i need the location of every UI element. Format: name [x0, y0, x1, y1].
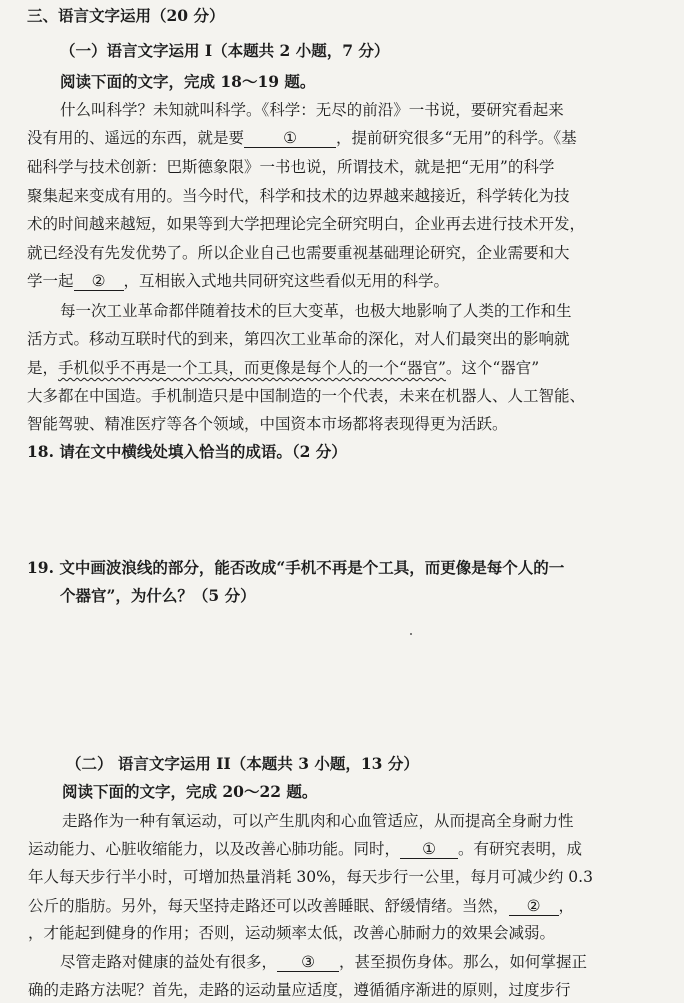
text-segment: 公斤的脂肪。另外，每天坚持走路还可以改善睡眠、舒缓情绪。当然，: [28, 897, 509, 915]
part2-instruction: 阅读下面的文字，完成 20～22 题。: [62, 782, 318, 801]
text-line: 活方式。移动互联时代的到来，第四次工业革命的深化，对人们最突出的影响就: [27, 330, 570, 348]
blank-1: ①: [244, 129, 336, 148]
part1-title: （一）语言文字运用 I（本题共 2 小题，7 分）: [60, 41, 390, 60]
section-heading: 三、语言文字运用（20 分）: [27, 6, 225, 25]
blank-2: ②: [74, 272, 124, 291]
text-line: [60, 952, 587, 972]
blank-1: ①: [400, 840, 458, 859]
text-line: [27, 358, 539, 378]
text-segment: 是，: [27, 359, 59, 377]
text-segment: ，: [558, 897, 575, 915]
text-line: 确的走路方法呢？首先，走路的运动量应适度，遵循循序渐进的原则，过度步行: [28, 981, 571, 999]
text-line: [28, 839, 582, 859]
text-segment: ，提前研究很多“无用”的科学。《基: [336, 129, 577, 147]
part1-instruction: 阅读下面的文字，完成 18～19 题。: [60, 72, 316, 91]
text-line: 聚集起来变成有用的。当今时代，科学和技术的边界越来越接近，科学转化为技: [27, 187, 570, 205]
text-line: 大多都在中国造。手机制造只是中国制造的一个代表，未来在机器人、人工智能、: [27, 387, 586, 405]
text-line: [27, 271, 449, 291]
scan-speck: [410, 633, 412, 635]
text-line: [28, 896, 574, 916]
text-line: 术的时间越来越短，如果等到大学把理论完全研究明白，企业再去进行技术开发，: [27, 215, 586, 233]
wavy-underlined-phrase: 手机似乎不再是一个工具，而更像是每个人的一个“器官”: [58, 359, 446, 377]
text-segment: 。有研究表明，成: [458, 840, 583, 858]
text-line: 什么叫科学？未知就叫科学。《科学：无尽的前沿》一书说，要研究看起来: [60, 101, 564, 119]
blank-2: ②: [509, 897, 559, 916]
question-19-line2: 个器官”，为什么？（5 分）: [60, 586, 256, 605]
text-line: 础科学与技术创新：巴斯德象限》一书也说，所谓技术，就是把“无用”的科学: [27, 158, 555, 176]
text-line: 就已经没有先发优势了。所以企业自己也需要重视基础理论研究，企业需要和大: [27, 244, 570, 262]
text-line: [27, 128, 577, 148]
text-line: ，才能起到健身的作用；否则，运动频率太低，改善心肺耐力的效果会减弱。: [28, 924, 556, 942]
text-segment: ，甚至损伤身体。那么，如何掌握正: [339, 953, 588, 971]
question-19-line1: 19. 文中画波浪线的部分，能否改成“手机不再是个工具，而更像是每个人的一: [27, 558, 565, 577]
text-segment: ，互相嵌入式地共同研究这些看似无用的科学。: [123, 272, 450, 290]
text-line: 走路作为一种有氧运动，可以产生肌肉和心血管适应，从而提高全身耐力性: [62, 812, 574, 830]
text-segment: 运动能力、心脏收缩能力，以及改善心肺功能。同时，: [28, 840, 401, 858]
text-line: 每一次工业革命都伴随着技术的巨大变革，也极大地影响了人类的工作和生: [60, 302, 572, 320]
text-line: 年人每天步行半小时，可增加热量消耗 30%，每天步行一公里，每月可减少约 0.3: [28, 868, 593, 886]
text-segment: 。这个“器官”: [445, 359, 540, 377]
part2-title: （二） 语言文字运用 II（本题共 3 小题，13 分）: [66, 754, 419, 773]
question-18: 18. 请在文中横线处填入恰当的成语。（2 分）: [27, 442, 347, 461]
text-line: 智能驾驶、精准医疗等各个领域，中国资本市场都将表现得更为活跃。: [27, 415, 508, 433]
text-segment: 学一起: [27, 272, 74, 290]
blank-3: ③: [277, 953, 339, 972]
text-segment: 没有用的、遥远的东西，就是要: [27, 129, 245, 147]
text-segment: 尽管走路对健康的益处有很多，: [60, 953, 278, 971]
